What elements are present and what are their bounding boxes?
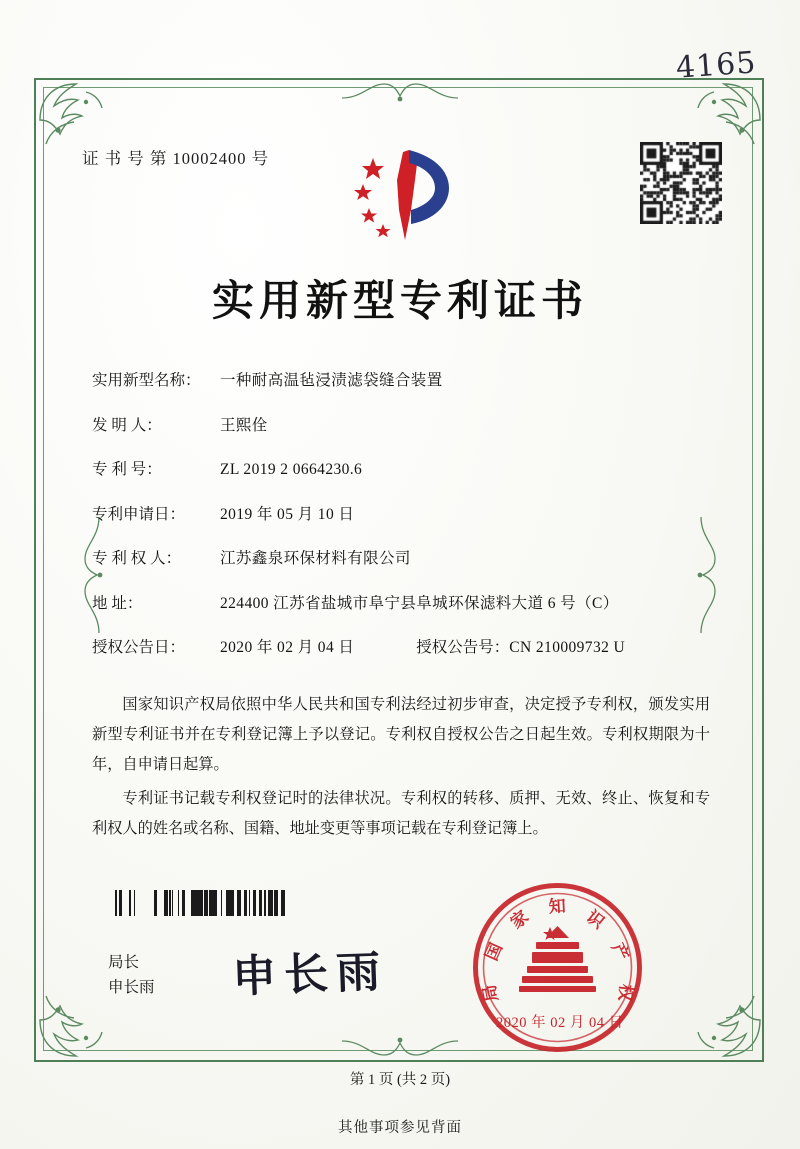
field-label: 专 利 权 人：	[92, 550, 182, 567]
field-list	[92, 368, 708, 680]
edge-ornament-icon	[340, 1035, 460, 1061]
signature-role: 局长	[108, 954, 140, 971]
paragraph-registry: 专利证书记载专利权登记时的法律状况。专利权的转移、质押、无效、终止、恢复和专利权人的姓名或名称、国籍、地址变更等事项记载在专利登记簿上。	[92, 790, 710, 837]
page-number: 第 1 页 (共 2 页)	[349, 1072, 451, 1088]
field-value: 一种耐高温毡浸渍滤袋缝合装置	[220, 372, 443, 389]
field-value: ZL 2019 2 0664230.6	[220, 461, 363, 478]
qr-code	[640, 142, 722, 224]
page-title: 实用新型专利证书	[211, 276, 588, 325]
field-row-inventor	[92, 413, 708, 435]
announcement-number-value: CN 210009732 U	[509, 639, 626, 656]
announcement-date-label: 授权公告日：	[92, 639, 186, 656]
field-value: 224400 江苏省盐城市阜宁县阜城环保滤料大道 6 号（C）	[220, 594, 619, 612]
seal-date: 2020 年 02 月 04 日	[496, 1015, 624, 1031]
svg-text:国: 国	[481, 940, 508, 964]
handwritten-signature: 申长雨	[231, 946, 389, 1003]
svg-text:产: 产	[606, 940, 633, 964]
field-row-announcement	[92, 635, 708, 657]
corner-ornament-icon	[36, 986, 110, 1060]
field-label: 专利申请日：	[92, 505, 186, 523]
signature-name: 申长雨	[108, 979, 155, 996]
field-row-patentee	[92, 546, 708, 568]
barcode	[108, 890, 290, 916]
field-row-utility-model-name	[92, 368, 708, 390]
svg-text:识: 识	[582, 906, 608, 934]
field-value: 王熙佺	[220, 416, 268, 434]
handwritten-archive-number: 4165	[674, 45, 758, 86]
edge-ornament-icon	[340, 78, 460, 104]
field-label: 发 明 人：	[92, 416, 162, 434]
field-value: 江苏鑫泉环保材料有限公司	[220, 550, 411, 567]
field-label: 专 利 号：	[92, 461, 162, 478]
svg-text:家: 家	[507, 906, 533, 934]
corner-ornament-icon	[690, 986, 764, 1060]
announcement-date-value: 2020 年 02 月 04 日	[220, 639, 355, 656]
field-label: 地 址：	[92, 594, 143, 612]
footnote: 其他事项参见背面	[338, 1120, 462, 1136]
svg-text:局: 局	[479, 982, 503, 1004]
svg-text:权: 权	[614, 983, 636, 1003]
paragraph-grant: 国家知识产权局依照中华人民共和国专利法经过初步审查，决定授予专利权，颁发实用新型专利证书并在专利登记簿上予以登记。专利权自授权公告之日起生效。专利权期限为十年，自申请日起算。	[92, 696, 710, 773]
field-row-application-date	[92, 502, 708, 524]
signature-block	[108, 950, 155, 1000]
cnipa-emblem-icon	[345, 140, 465, 255]
certificate-number: 证 书 号 第 10002400 号	[82, 149, 270, 168]
field-value: 2019 年 05 月 10 日	[220, 505, 355, 523]
corner-ornament-icon	[36, 80, 110, 154]
field-row-patent-number	[92, 457, 708, 479]
legal-text-block	[92, 690, 710, 848]
field-row-address	[92, 591, 708, 613]
svg-text:知: 知	[548, 896, 567, 918]
field-label: 实用新型名称：	[92, 372, 201, 389]
announcement-number-label: 授权公告号：	[416, 639, 510, 656]
